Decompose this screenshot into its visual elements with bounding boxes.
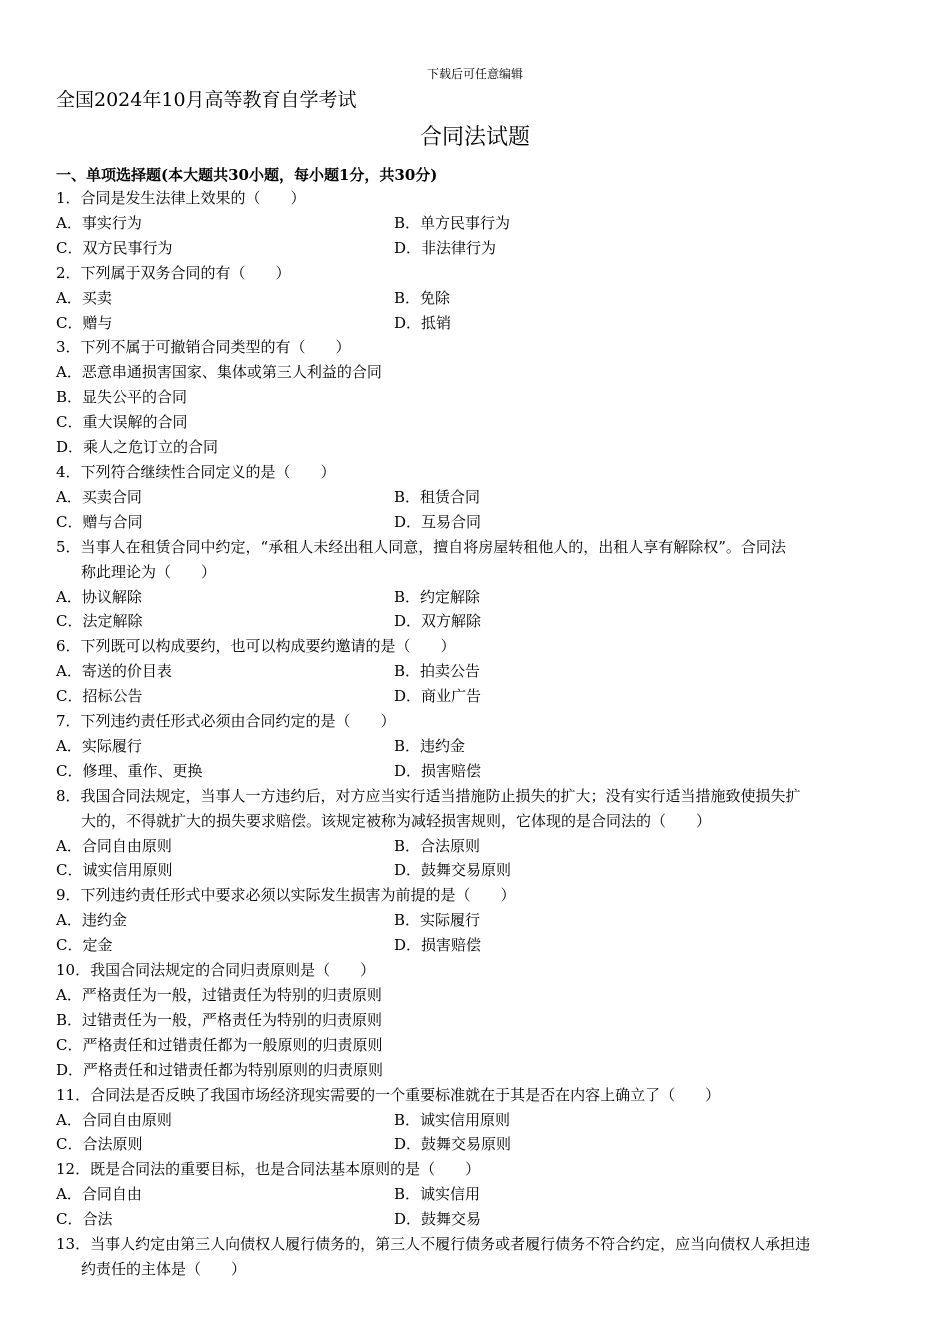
question-stem: 2．下列属于双务合同的有（ ） — [56, 263, 291, 282]
question-block — [56, 261, 898, 336]
answer-option: A．严格责任为一般，过错责任为特别的归责原则 — [56, 986, 382, 1004]
question-stem-continuation: 大的，不得就扩大的损失要求赔偿。该规定被称为减轻损害规则，它体现的是合同法的（ ） — [81, 811, 712, 830]
question-block — [56, 1083, 898, 1158]
answer-option: A．实际履行 — [56, 736, 142, 755]
question-block — [56, 634, 898, 709]
question-stem — [56, 1232, 898, 1282]
section-title: 一、单项选择题(本大题共30小题，每小题1分，共30分) — [56, 166, 438, 184]
question-stem: 10．我国合同法规定的合同归责原则是（ ） — [56, 961, 376, 980]
answer-option-row — [56, 236, 898, 261]
answer-option: D．双方解除 — [394, 612, 482, 631]
answer-option-row — [56, 609, 898, 634]
answer-option: C．赠与合同 — [56, 512, 143, 531]
answer-option: B．诚实信用原则 — [394, 1110, 511, 1129]
question-stem: 1．合同是发生法律上效果的（ ） — [56, 189, 306, 207]
answer-option-row — [56, 485, 898, 510]
answer-option: A．买卖 — [56, 288, 112, 307]
question-stem: 6．下列既可以构成要约，也可以构成要约邀请的是（ ） — [56, 637, 456, 656]
question-stem: 12．既是合同法的重要目标，也是合同法基本原则的是（ ） — [56, 1160, 481, 1179]
answer-option: D．非法律行为 — [394, 238, 497, 257]
answer-option: A．恶意串通损害国家、集体或第三人利益的合同 — [56, 363, 382, 382]
answer-option: B．过错责任为一般，严格责任为特别的归责原则 — [56, 1010, 383, 1029]
question-block — [56, 335, 898, 460]
answer-option-row — [56, 311, 898, 336]
answer-option: C．诚实信用原则 — [56, 861, 173, 880]
answer-option: D．损害赔偿 — [394, 761, 482, 780]
question-stem: 9．下列违约责任形式中要求必须以实际发生损害为前提的是（ ） — [56, 886, 516, 905]
question-stem: 7．下列违约责任形式必须由合同约定的是（ ） — [56, 712, 396, 731]
answer-option: B．租赁合同 — [394, 487, 481, 506]
answer-option-row — [56, 759, 898, 784]
question-stem: 4．下列符合继续性合同定义的是（ ） — [56, 462, 336, 481]
answer-option-row — [56, 834, 898, 859]
question-stem: 3．下列不属于可撤销合同类型的有（ ） — [56, 338, 351, 357]
question-block — [56, 1232, 898, 1282]
question-stem-line: 5．当事人在租赁合同中约定，“承租人未经出租人同意，擅自将房屋转租他人的，出租人享有解除权”。合同法 — [56, 537, 786, 556]
answer-option: B．违约金 — [394, 736, 466, 755]
answer-option-row — [56, 933, 898, 958]
answer-option: B．免除 — [394, 288, 451, 307]
answer-option-row — [56, 734, 898, 759]
question-block — [56, 1157, 898, 1232]
answer-option: B．实际履行 — [394, 911, 481, 930]
answer-option: B．约定解除 — [394, 587, 481, 606]
answer-option: C．赠与 — [56, 313, 113, 332]
question-stem: 11．合同法是否反映了我国市场经济现实需要的一个重要标准就在于其是否在内容上确立了（ ） — [56, 1085, 721, 1104]
header-note: 下载后可任意编辑 — [426, 67, 523, 81]
answer-option: B．单方民事行为 — [394, 213, 511, 232]
answer-option: A．协议解除 — [56, 587, 142, 606]
answer-option-row — [56, 684, 898, 709]
answer-option: C．合法原则 — [56, 1135, 143, 1154]
answer-option: B．合法原则 — [394, 836, 481, 855]
answer-option: D．乘人之危订立的合同 — [56, 438, 219, 457]
answer-option-row — [56, 585, 898, 610]
answer-option: D．严格责任和过错责任都为特别原则的归责原则 — [56, 1060, 384, 1079]
question-block — [56, 784, 898, 884]
question-block — [56, 535, 898, 635]
answer-option: A．事实行为 — [56, 213, 142, 232]
answer-option: C．严格责任和过错责任都为一般原则的归责原则 — [56, 1035, 383, 1054]
subject-title: 合同法试题 — [419, 125, 530, 150]
question-block — [56, 709, 898, 784]
answer-option: A．买卖合同 — [56, 487, 142, 506]
answer-option: B．显失公平的合同 — [56, 388, 188, 407]
answer-option: A．合同自由 — [56, 1185, 142, 1204]
question-block — [56, 883, 898, 958]
answer-option: D．互易合同 — [394, 512, 482, 531]
answer-option: C．法定解除 — [56, 612, 143, 631]
answer-option: A．违约金 — [56, 911, 127, 930]
answer-option: C．招标公告 — [56, 687, 143, 706]
question-block — [56, 958, 898, 1083]
answer-option: C．重大误解的合同 — [56, 413, 188, 432]
question-stem-line: 8．我国合同法规定，当事人一方违约后，对方应当实行适当措施防止损失的扩大；没有实行适当措施致使损失扩 — [56, 786, 801, 805]
answer-option: A．合同自由原则 — [56, 836, 172, 855]
question-stem-continuation: 约责任的主体是（ ） — [81, 1259, 247, 1278]
answer-option-row — [56, 286, 898, 311]
answer-option: D．鼓舞交易原则 — [394, 861, 512, 880]
answer-option-row — [56, 908, 898, 933]
answer-option: D．商业广告 — [394, 687, 482, 706]
answer-option-row — [56, 1207, 898, 1232]
answer-option: C．修理、重作、更换 — [56, 761, 203, 780]
answer-option: D．损害赔偿 — [394, 936, 482, 955]
question-block — [56, 460, 898, 535]
answer-option: D．鼓舞交易原则 — [394, 1135, 512, 1154]
answer-option-row — [56, 1182, 898, 1207]
answer-option-row — [56, 659, 898, 684]
answer-option-row — [56, 211, 898, 236]
answer-option-row — [56, 1108, 898, 1133]
answer-option-row — [56, 858, 898, 883]
exam-title: 全国2024年10月高等教育自学考试 — [56, 89, 357, 111]
answer-option: A．寄送的价目表 — [56, 662, 172, 681]
answer-option: D．抵销 — [394, 313, 452, 332]
answer-option: C．双方民事行为 — [56, 238, 173, 257]
question-stem — [56, 784, 898, 834]
answer-option: B．拍卖公告 — [394, 662, 481, 681]
answer-option: C．定金 — [56, 936, 113, 955]
question-stem-line: 13．当事人约定由第三人向债权人履行债务的，第三人不履行债务或者履行债务不符合约定，应当向债权人承担违 — [56, 1235, 811, 1254]
question-list — [56, 186, 898, 1282]
answer-option: D．鼓舞交易 — [394, 1210, 482, 1229]
question-stem — [56, 535, 898, 585]
answer-option: C．合法 — [56, 1210, 113, 1229]
answer-option-row — [56, 510, 898, 535]
answer-option: B．诚实信用 — [394, 1185, 481, 1204]
answer-option-row — [56, 1132, 898, 1157]
question-stem-continuation: 称此理论为（ ） — [81, 562, 217, 581]
question-block — [56, 186, 898, 261]
answer-option: A．合同自由原则 — [56, 1110, 172, 1129]
